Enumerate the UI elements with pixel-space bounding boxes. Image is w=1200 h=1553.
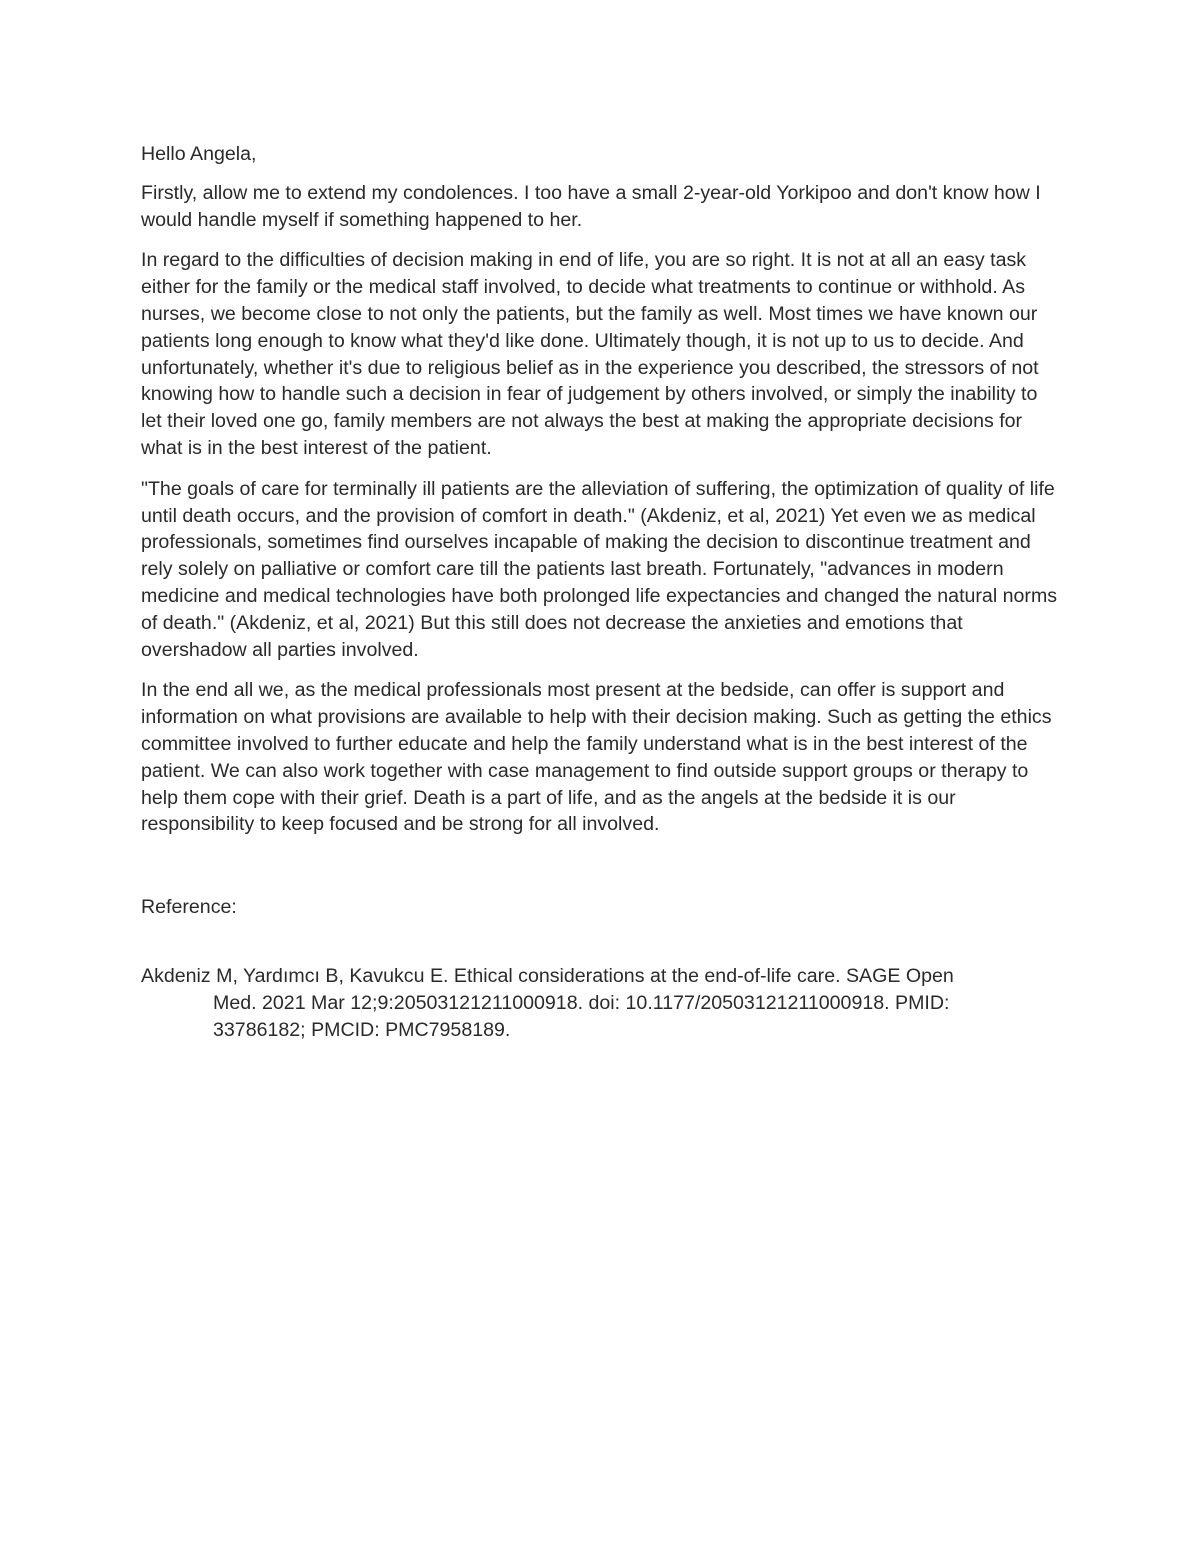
paragraph-goals-of-care: "The goals of care for terminally ill patients are the alleviation of suffering, the optimization of quality of life until death occurs, and the provision of comfort in death." (Akdeniz, et al, 2021) Yet even we as medical professionals, sometimes find ourselves incapable of making the decision to discontinue treatment and rely solely on palliative or comfort care till the patients last breath. Fortunately, "advances in modern medicine and medical technologies have both prolonged life expectancies and changed the natural norms of death." (Akdeniz, et al, 2021) But this still does not decrease the anxieties and emotions that overshadow all parties involved. (141, 477, 1058, 661)
greeting: Hello Angela, (141, 143, 257, 165)
paragraph-decision-making: In regard to the difficulties of decision making in end of life, you are so right. It is not at all an easy task either for the family or the medical staff involved, to decide what treatments to continue or withhold. As nurses, we become close to not only the patients, but the family as well. Most times we have known our patients long enough to know what they'd like done. Ultimately though, it is not up to us to decide. And unfortunately, whether it's due to religious belief as in the experience you described, the stressors of not knowing how to handle such a decision in fear of judgement by others involved, or simply the inability to let their loved one go, family members are not always the best at making the appropriate decisions for what is in the best interest of the patient. (141, 249, 1039, 459)
paragraph-support: In the end all we, as the medical professionals most present at the bedside, can offer is support and information on what provisions are available to help with their decision making. Such as getting the ethics committee involved to further educate and help the family understand what is in the best interest of the patient. We can also work together with case management to find outside support groups or therapy to help them cope with their grief. Death is a part of life, and as the angels at the bedside it is our responsibility to keep focused and be strong for all involved. (141, 679, 1052, 836)
reference-heading: Reference: (141, 896, 237, 919)
letter-body (141, 141, 1061, 1043)
paragraph-condolences: Firstly, allow me to extend my condolences. I too have a small 2-year-old Yorkipoo and don't know how I would handle myself if something happened to her. (141, 181, 1041, 231)
reference-citation: Akdeniz M, Yardımcı B, Kavukcu E. Ethical considerations at the end-of-life care. SAGE Open Med. 2021 Mar 12;9:20503121211000918. doi: 10.1177/20503121211000918. PMID: 33786182; PMCID: PMC7958189. (141, 964, 954, 1041)
